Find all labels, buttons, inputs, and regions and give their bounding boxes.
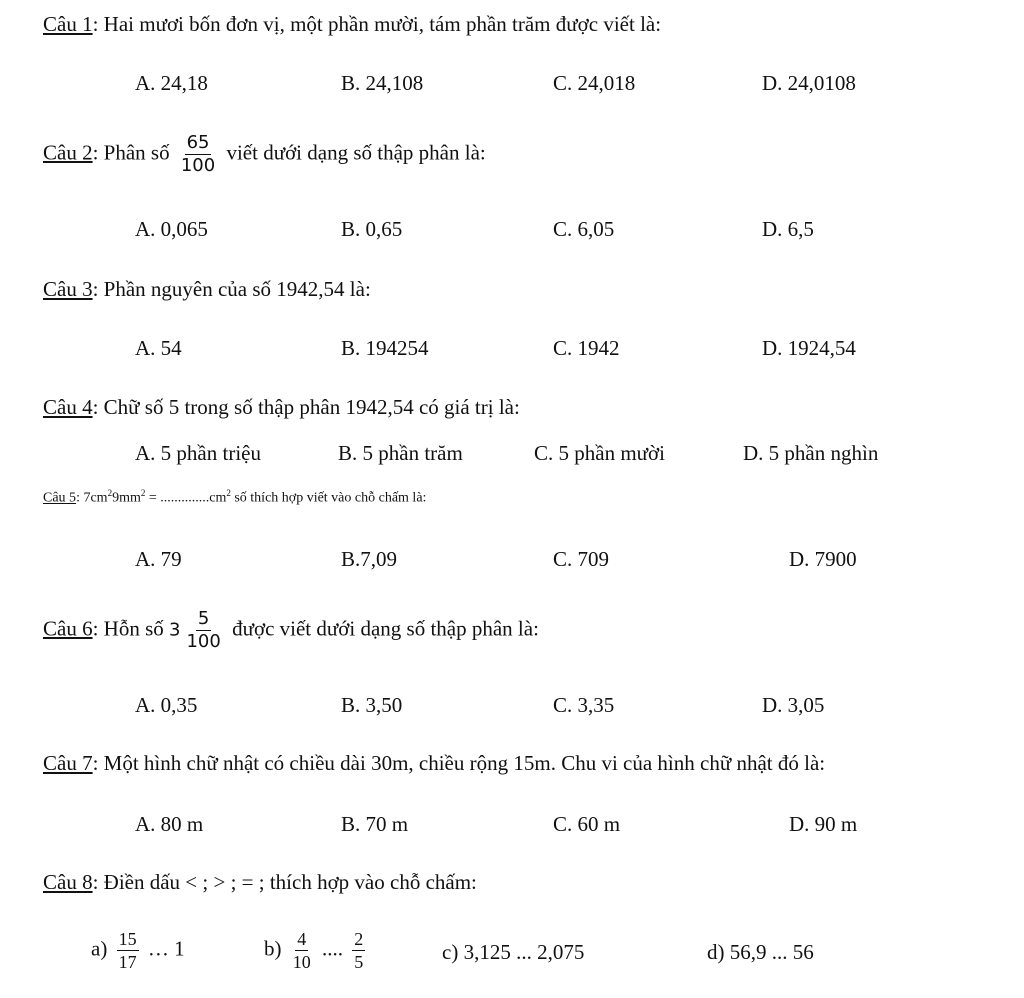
question-text-pre: : Phân số: [92, 140, 170, 165]
q2-option-a[interactable]: A. 0,065: [135, 217, 208, 241]
question-text-post: viết dưới dạng số thập phân là:: [226, 140, 486, 165]
q3-option-c[interactable]: C. 1942: [553, 336, 620, 360]
question-text-part: : 7cm: [76, 490, 108, 506]
q7-option-c[interactable]: C. 60 m: [553, 812, 621, 836]
q8-item-d[interactable]: d) 56,9 ... 56: [707, 940, 814, 964]
question-4: [43, 397, 520, 418]
fraction-denominator: 17: [118, 952, 137, 972]
fraction-numerator: 4: [297, 929, 307, 949]
q1-option-b[interactable]: B. 24,108: [341, 71, 424, 95]
q8-item-c[interactable]: c) 3,125 ... 2,075: [442, 940, 585, 964]
question-number: Câu 7: [43, 751, 93, 775]
q6-option-b[interactable]: B. 3,50: [341, 693, 403, 717]
mixed-number-whole: 3: [169, 619, 181, 641]
item-label: a): [91, 936, 108, 961]
q6-option-c[interactable]: C. 3,35: [553, 693, 615, 717]
q2-option-d[interactable]: D. 6,5: [762, 217, 814, 241]
question-number: Câu 3: [43, 277, 93, 301]
q6-option-d[interactable]: D. 3,05: [762, 693, 825, 717]
fraction-denominator: 5: [354, 952, 364, 972]
q5-option-d[interactable]: D. 7900: [789, 547, 857, 571]
q8-item-a[interactable]: [91, 930, 185, 971]
question-text-part: 9mm: [112, 490, 141, 506]
question-8: [43, 872, 477, 893]
q1-option-a[interactable]: A. 24,18: [135, 71, 208, 95]
question-text-pre: : Hỗn số: [92, 616, 164, 641]
fraction: [291, 930, 313, 971]
fraction-numerator: 15: [118, 929, 137, 949]
question-3: [43, 279, 371, 300]
q5-option-b[interactable]: B.7,09: [341, 547, 398, 571]
item-dots: ....: [322, 936, 343, 961]
fraction-numerator: 2: [354, 929, 364, 949]
q7-option-d[interactable]: D. 90 m: [789, 812, 858, 836]
q5-option-a[interactable]: A. 79: [135, 547, 182, 571]
question-number: Câu 4: [43, 395, 93, 419]
question-number: Câu 8: [43, 870, 93, 894]
q7-option-a[interactable]: A. 80 m: [135, 812, 204, 836]
fraction: [184, 610, 222, 651]
q3-option-a[interactable]: A. 54: [135, 336, 182, 360]
q4-option-b[interactable]: B. 5 phần trăm: [338, 441, 463, 465]
question-5: [43, 489, 426, 506]
question-number: Câu 5: [43, 490, 77, 506]
fraction: [352, 930, 365, 971]
question-number: Câu 1: [43, 12, 93, 36]
q4-option-c[interactable]: C. 5 phần mười: [534, 441, 665, 465]
item-rest: … 1: [147, 936, 185, 961]
item-label: b): [264, 936, 282, 961]
q4-option-d[interactable]: D. 5 phần nghìn: [743, 441, 879, 465]
question-text: : Một hình chữ nhật có chiều dài 30m, chiều rộng 15m. Chu vi của hình chữ nhật đó là:: [92, 751, 826, 775]
q3-option-d[interactable]: D. 1924,54: [762, 336, 856, 360]
fraction-denominator: 100: [180, 155, 216, 176]
q4-option-a[interactable]: A. 5 phần triệu: [135, 441, 261, 465]
question-number: Câu 2: [43, 140, 93, 165]
question-text: : Chữ số 5 trong số thập phân 1942,54 có giá trị là:: [92, 395, 520, 419]
superscript: 2: [226, 488, 231, 498]
q7-option-b[interactable]: B. 70 m: [341, 812, 409, 836]
q3-option-b[interactable]: B. 194254: [341, 336, 429, 360]
question-text-post: được viết dưới dạng số thập phân là:: [232, 616, 539, 641]
question-6: [43, 610, 539, 651]
q1-option-d[interactable]: D. 24,0108: [762, 71, 856, 95]
fraction: [179, 134, 217, 175]
fraction: [117, 930, 139, 971]
question-text-part: = ..............cm: [145, 490, 227, 506]
fraction-numerator: 65: [186, 132, 210, 153]
fraction-denominator: 10: [292, 952, 311, 972]
question-1: [43, 14, 661, 35]
question-text: : Hai mươi bốn đơn vị, một phần mười, tám phần trăm được viết là:: [92, 12, 662, 36]
q1-option-c[interactable]: C. 24,018: [553, 71, 636, 95]
q8-item-b[interactable]: [264, 930, 369, 971]
question-number: Câu 6: [43, 616, 93, 641]
q2-option-c[interactable]: C. 6,05: [553, 217, 615, 241]
fraction-numerator: 5: [197, 608, 210, 629]
superscript: 2: [107, 488, 113, 498]
q2-option-b[interactable]: B. 0,65: [341, 217, 403, 241]
question-text-part: số thích hợp viết vào chỗ chấm là:: [230, 490, 427, 506]
question-7: [43, 753, 825, 774]
question-2: [43, 134, 486, 175]
fraction-denominator: 100: [186, 631, 221, 652]
question-text: : Điền dấu < ; > ; = ; thích hợp vào chỗ chấm:: [92, 870, 477, 894]
question-text: : Phần nguyên của số 1942,54 là:: [92, 277, 371, 301]
superscript: 2: [140, 488, 146, 498]
q5-option-c[interactable]: C. 709: [553, 547, 610, 571]
q6-option-a[interactable]: A. 0,35: [135, 693, 198, 717]
